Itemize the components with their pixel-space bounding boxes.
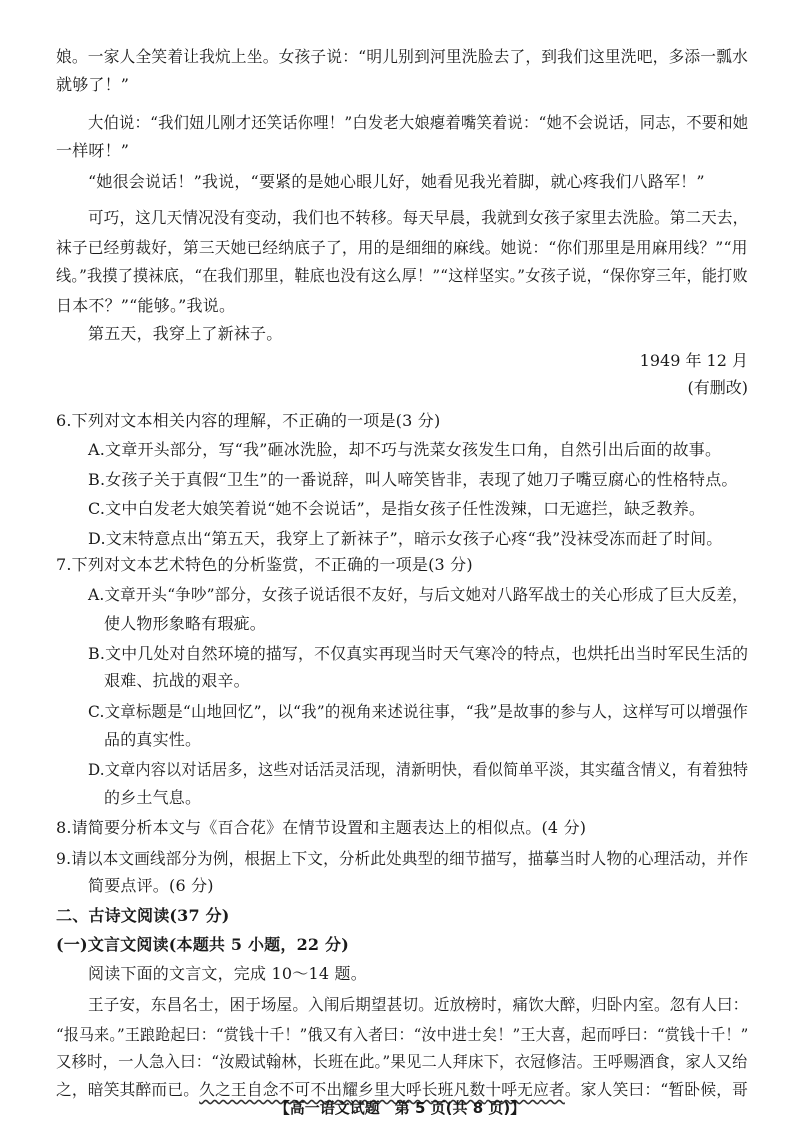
passage-p5-line1: 第五天，我穿上了新袜子。 bbox=[88, 324, 283, 343]
passage-note: (有删改) bbox=[687, 378, 748, 397]
passage-p2-line2: 一样呀！” bbox=[56, 141, 130, 160]
passage-date: 1949 年 12 月 bbox=[639, 351, 748, 370]
classical-line1: 王子安，东昌名士，困于场屋。入闱后期望甚切。近放榜时，痛饮大醉，归卧内室。忽有人曰： bbox=[88, 995, 749, 1014]
passage-p1-line2: 就够了！” bbox=[56, 75, 130, 94]
underlined-sentence: 久之王自念不可不出耀乡里大呼长班凡数十呼无应者 bbox=[199, 1080, 565, 1099]
q6-option-c: C.文中白发老大娘笑着说“她不会说话”，是指女孩子任性泼辣，口无遮拦，缺乏教养。 bbox=[88, 499, 706, 518]
q7-option-a-line1: A.文章开头“争吵”部分，女孩子说话很不友好，与后文她对八路军战士的关心形成了巨大反差， bbox=[88, 585, 748, 604]
q7-option-b-line1: B.文中几处对自然环境的描写，不仅真实再现当时天气寒冷的特点，也烘托出当时军民生活的 bbox=[88, 644, 749, 663]
passage-p3-line1: “她很会说话！”我说，“要紧的是她心眼儿好，她看见我光着脚，就心疼我们八路军！” bbox=[88, 172, 705, 191]
q7-option-c-line2: 品的真实性。 bbox=[104, 730, 202, 749]
q9-stem-line1: 9.请以本文画线部分为例，根据上下文，分析此处典型的细节描写，描摹当时人物的心理活动，并作 bbox=[56, 849, 749, 868]
q9-stem-line2: 简要点评。(6 分) bbox=[88, 876, 214, 895]
section2-title: 二、古诗文阅读(37 分) bbox=[56, 906, 230, 925]
q7-stem: 7.下列对文本艺术特色的分析鉴赏，不正确的一项是(3 分) bbox=[56, 555, 473, 574]
passage-p4-line2: 袜子已经剪裁好，第三天她已经纳底子了，用的是细细的麻线。她说：“你们那里是用麻用线？”“用 bbox=[56, 238, 748, 257]
passage-p2-line1: 大伯说：“我们妞儿刚才还笑话你哩！”白发老大娘瘪着嘴笑着说：“她不会说话，同志，不要和她 bbox=[88, 113, 749, 132]
q7-option-d-line2: 的乡土气息。 bbox=[104, 788, 202, 807]
section2-subtitle: (一)文言文阅读(本题共 5 小题，22 分) bbox=[56, 935, 349, 954]
q6-option-d: D.文末特意点出“第五天，我穿上了新袜子”，暗示女孩子心疼“我”没袜受冻而赶了时间。 bbox=[88, 529, 723, 548]
q6-option-a: A.文章开头部分，写“我”砸冰洗脸，却不巧与洗菜女孩发生口角，自然引出后面的故事。 bbox=[88, 440, 722, 459]
q6-option-b: B.女孩子关于真假“卫生”的一番说辞，叫人啼笑皆非，表现了她刀子嘴豆腐心的性格特点。 bbox=[88, 470, 738, 489]
page-footer: 【高一语文试题 第 5 页(共 8 页)】 bbox=[274, 1099, 526, 1117]
q7-option-c-line1: C.文章标题是“山地回忆”，以“我”的视角来述说往事，“我”是故事的参与人，这样写可以增强作 bbox=[88, 702, 749, 721]
passage-p4-line3: 线。”我摸了摸袜底，“在我们那里，鞋底也没有这么厚！”“这样坚实。”女孩子说，“保你穿三年，能打败 bbox=[56, 266, 748, 285]
passage-p4-line1: 可巧，这几天情况没有变动，我们也不转移。每天早晨，我就到女孩子家里去洗脸。第二天去， bbox=[88, 208, 749, 227]
q7-option-a-line2: 使人物形象略有瑕疵。 bbox=[104, 614, 267, 633]
q8-stem: 8.请简要分析本文与《百合花》在情节设置和主题表达上的相似点。(4 分) bbox=[56, 818, 587, 837]
q6-stem: 6.下列对文本相关内容的理解，不正确的一项是(3 分) bbox=[56, 411, 441, 430]
q7-option-d-line1: D.文章内容以对话居多，这些对话活灵活现，清新明快，看似简单平淡，其实蕴含情义，有着独特 bbox=[88, 760, 749, 779]
section2-intro: 阅读下面的文言文，完成 10～14 题。 bbox=[88, 964, 367, 983]
classical-line4-pre: 之，暗笑其醉而已。 bbox=[56, 1080, 200, 1099]
passage-p4-line4: 日本不？”“能够。”我说。 bbox=[56, 296, 236, 315]
classical-line2: “报马来。”王踉跄起曰：“赏钱十千！”俄又有入者曰：“汝中进士矣！”王大喜，起而呼曰：“赏钱十千！” bbox=[56, 1025, 749, 1044]
classical-line4-post: 。家人笑曰：“暂卧候，哥 bbox=[564, 1080, 749, 1099]
classical-line3: 又移时，一人急入曰：“汝殿试翰林，长班在此。”果见二人拜床下，衣冠修洁。王呼赐酒食，家人又绐 bbox=[56, 1052, 748, 1071]
passage-p1-line1: 娘。一家人全笑着让我炕上坐。女孩子说：“明儿别到河里洗脸去了，到我们这里洗吧，多添一瓢水 bbox=[56, 47, 749, 66]
q7-option-b-line2: 艰难、抗战的艰辛。 bbox=[104, 671, 250, 690]
